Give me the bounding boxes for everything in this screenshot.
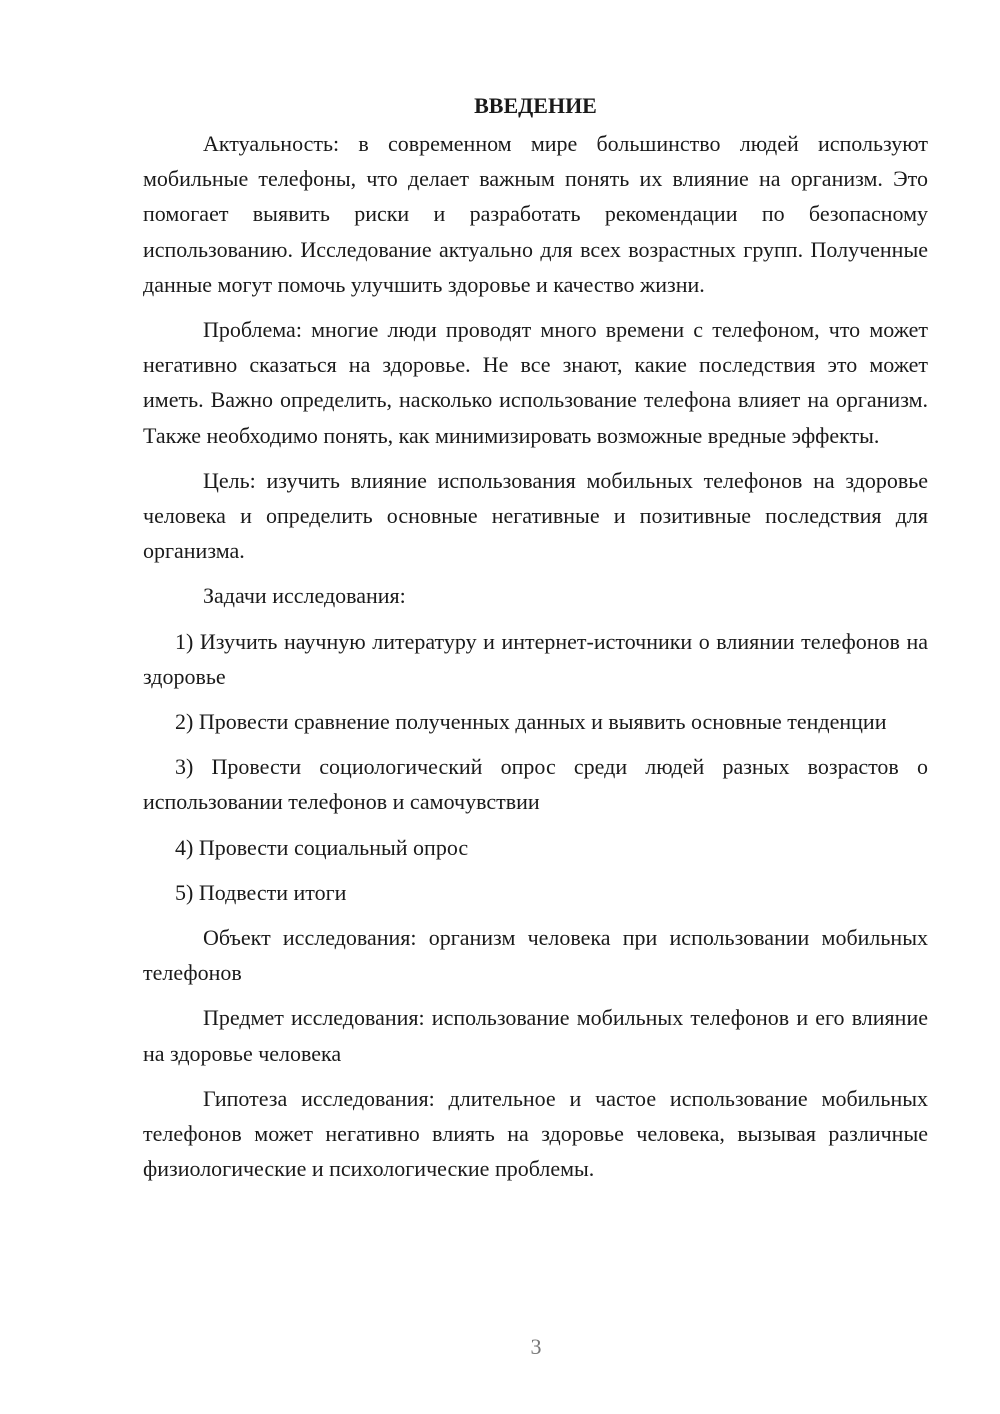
section-title: ВВЕДЕНИЕ <box>474 93 597 118</box>
document-page <box>143 88 928 1186</box>
subject-paragraph: Предмет исследования: использование мобильных телефонов и его влияние на здоровье человека <box>143 1005 928 1066</box>
hypothesis-paragraph: Гипотеза исследования: длительное и частое использование мобильных телефонов может негативно влиять на здоровье человека, вызывая различные физиологические и психологические проблемы. <box>143 1085 928 1182</box>
page-number: 3 <box>530 1334 542 1359</box>
task-item-1: 1) Изучить научную литературу и интернет-источники о влиянии телефонов на здоровье <box>143 628 928 689</box>
task-item-4: 4) Провести социальный опрос <box>175 834 469 860</box>
task-item-5: 5) Подвести итоги <box>175 879 347 905</box>
task-item-2: 2) Провести сравнение полученных данных и выявить основные тенденции <box>175 709 887 735</box>
problem-paragraph: Проблема: многие люди проводят много времени с телефоном, что может негативно сказаться на здоровье. Не все знают, какие последствия это может иметь. Важно определить, насколько использование телефона влияет на организм. Также необходимо понять, как минимизировать возможные вредные эффекты. <box>143 317 928 448</box>
tasks-heading: Задачи исследования: <box>203 583 406 609</box>
object-paragraph: Объект исследования: организм человека при использовании мобильных телефонов <box>143 925 928 986</box>
relevance-paragraph: Актуальность: в современном мире большинство людей используют мобильные телефоны, что делает важным понять их влияние на организм. Это помогает выявить риски и разработать рекомендации по безопасному использованию. Исследование актуально для всех возрастных групп. Полученные данные могут помочь улучшить здоровье и качество жизни. <box>143 131 928 297</box>
task-item-3: 3) Провести социологический опрос среди людей разных возрастов о использовании телефонов и самочувствии <box>143 754 928 815</box>
goal-paragraph: Цель: изучить влияние использования мобильных телефонов на здоровье человека и определить основные негативные и позитивные последствия для организма. <box>143 467 928 564</box>
